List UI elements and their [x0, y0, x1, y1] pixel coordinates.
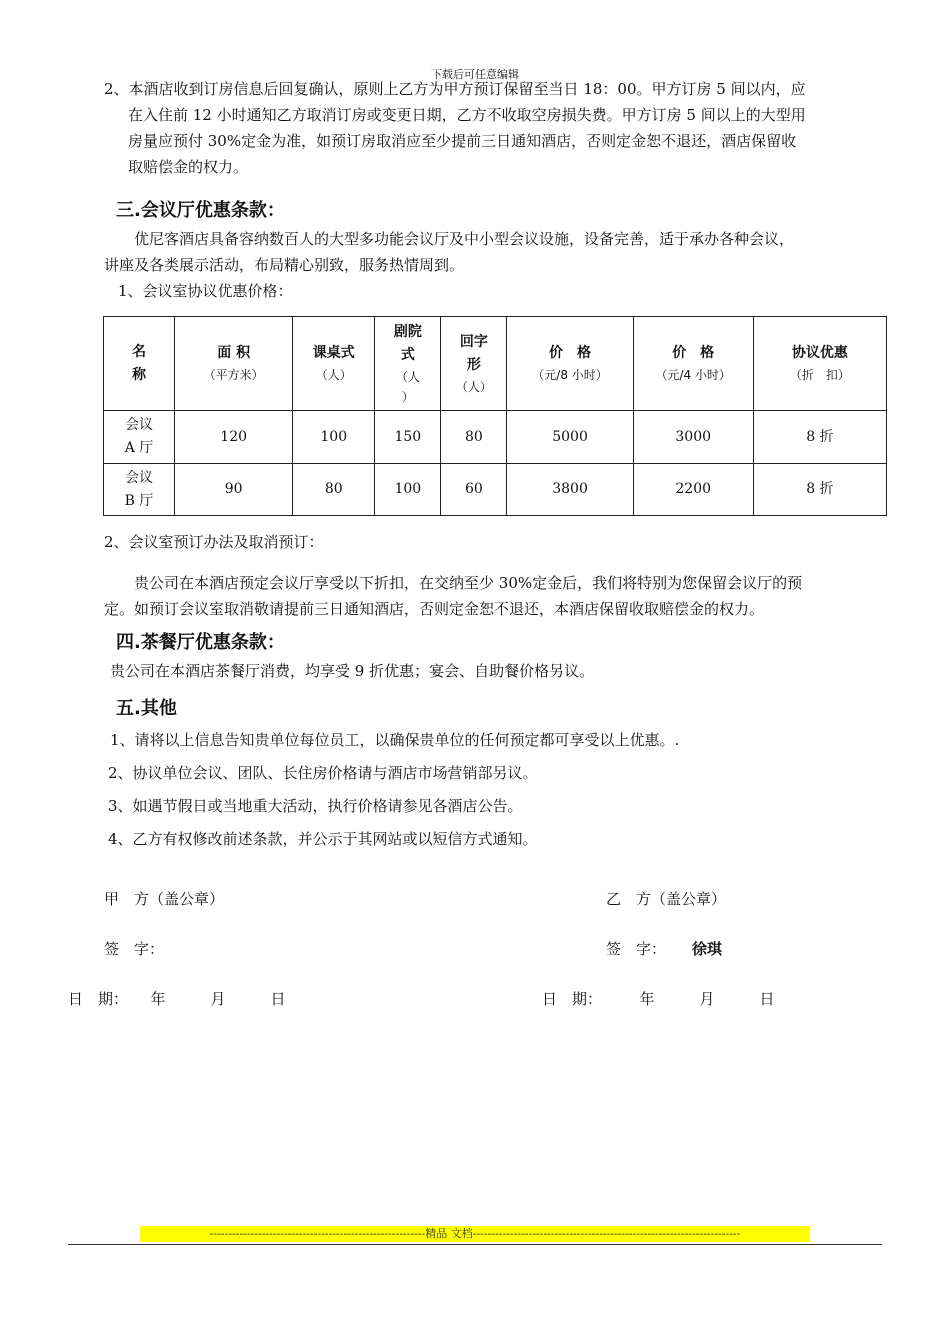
party-a-label: 甲 方（盖公章）	[104, 890, 225, 908]
section3-intro-line-1: 优尼客酒店具备容纳数百人的大型多功能会议厅及中小型会议设施，设备完善，适于承办各种会议，	[134, 230, 795, 248]
sign-b-name: 徐琪	[692, 940, 723, 958]
section3-item2-line-2: 定。如预订会议室取消敬请提前三日通知酒店，否则定金恕不退还，本酒店保留收取赔偿金的权力。	[104, 600, 765, 618]
section5-item-1: 1、请将以上信息告知贵单位每位员工，以确保贵单位的任何预定都可享受以上优惠。.	[110, 731, 680, 749]
section3-item2-line-1: 贵公司在本酒店预定会议厅享受以下折扣，在交纳至少 30%定金后，我们将特别为您保留会议厅的预	[134, 574, 803, 592]
table-row	[104, 464, 887, 516]
header-ushape: 回字 形 （人）	[441, 317, 507, 411]
table-header-row	[104, 317, 887, 411]
clause2-line-4: 取赔偿金的权力。	[128, 158, 249, 176]
section5-item-4: 4、乙方有权修改前述条款，并公示于其网站或以短信方式通知。	[108, 830, 538, 848]
header-discount: 协议优惠 （折 扣）	[753, 317, 886, 411]
date-b-label: 日 期： 年 月 日	[542, 990, 775, 1008]
cell-classroom: 80	[293, 464, 375, 516]
section5-item-2: 2、协议单位会议、团队、长住房价格请与酒店市场营销部另议。	[108, 764, 538, 782]
section3-item2: 2、会议室预订办法及取消预订：	[104, 533, 324, 551]
cell-price-4h: 2200	[633, 464, 753, 516]
cell-theater: 100	[375, 464, 441, 516]
clause2-line-3: 房量应预付 30%定金为准，如预订房取消应至少提前三日通知酒店，否则定金恕不退还，酒店保留收	[128, 132, 797, 150]
sign-b-label: 签 字：	[606, 940, 667, 958]
section5-item-3: 3、如遇节假日或当地重大活动，执行价格请参见各酒店公告。	[108, 797, 523, 815]
header-name: 名 称	[104, 317, 175, 411]
header-price-8h: 价 格 （元/8 小时）	[507, 317, 633, 411]
date-a-label: 日 期： 年 月 日	[68, 990, 286, 1008]
section4-text: 贵公司在本酒店茶餐厅消费，均享受 9 折优惠；宴会、自助餐价格另议。	[110, 662, 595, 680]
cell-price-8h: 3800	[507, 464, 633, 516]
party-b-label: 乙 方（盖公章）	[606, 890, 727, 908]
meeting-room-price-table	[103, 316, 887, 516]
header-area: 面 积 （平方米）	[175, 317, 293, 411]
header-classroom: 课桌式 （人）	[293, 317, 375, 411]
header-theater: 剧院 式 （人 ）	[375, 317, 441, 411]
cell-area: 90	[175, 464, 293, 516]
cell-price-8h: 5000	[507, 411, 633, 464]
section3-title: 三.会议厅优惠条款：	[116, 200, 285, 221]
cell-classroom: 100	[293, 411, 375, 464]
cell-ushape: 60	[441, 464, 507, 516]
cell-name: 会议 A 厅	[104, 411, 175, 464]
cell-area: 120	[175, 411, 293, 464]
cell-price-4h: 3000	[633, 411, 753, 464]
section3-item1: 1、会议室协议优惠价格：	[118, 282, 293, 300]
footer-banner: ----------------------------------------------------------精品 文档------------------------------------------------------------------------	[140, 1226, 810, 1242]
header-price-4h: 价 格 （元/4 小时）	[633, 317, 753, 411]
section3-intro-line-2: 讲座及各类展示活动，布局精心别致，服务热情周到。	[104, 256, 465, 274]
cell-discount: 8 折	[753, 411, 886, 464]
section4-title: 四.茶餐厅优惠条款：	[116, 632, 285, 653]
cell-theater: 150	[375, 411, 441, 464]
table-row	[104, 411, 887, 464]
cell-discount: 8 折	[753, 464, 886, 516]
top-note: 下载后可任意编辑	[431, 68, 519, 81]
clause2-line-2: 在入住前 12 小时通知乙方取消订房或变更日期，乙方不收取空房损失费。甲方订房 5 间以上的大型用	[128, 106, 806, 124]
sign-a-label: 签 字：	[104, 940, 165, 958]
footer-divider	[68, 1244, 882, 1245]
cell-ushape: 80	[441, 411, 507, 464]
section5-title: 五.其他	[116, 698, 177, 719]
cell-name: 会议 B 厅	[104, 464, 175, 516]
clause2-line-1: 2、本酒店收到订房信息后回复确认，原则上乙方为甲方预订保留至当日 18：00。甲方订房 5 间以内，应	[104, 80, 806, 98]
